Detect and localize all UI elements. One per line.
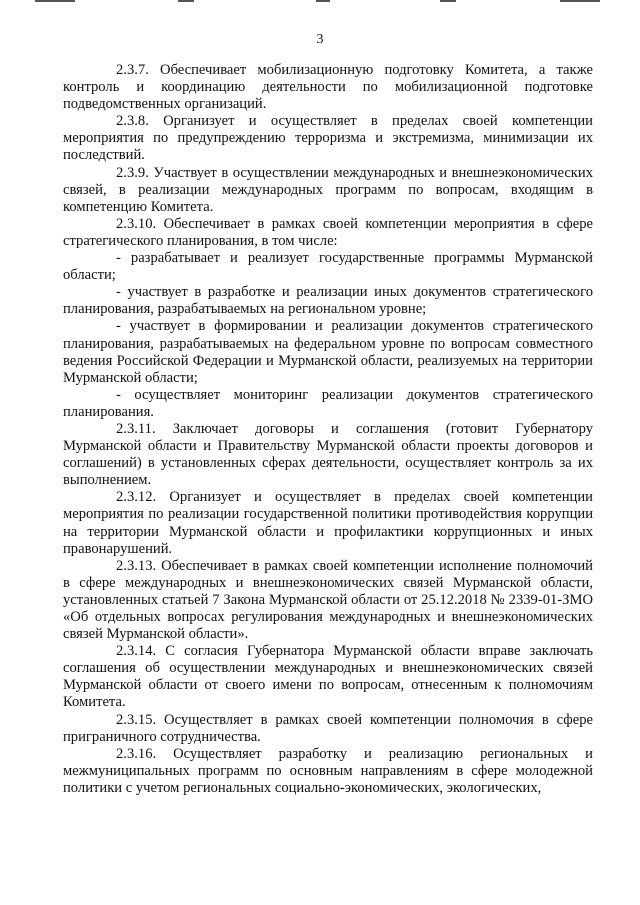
paragraph-2-3-16: 2.3.16. Осуществляет разработку и реализацию региональных и межмуниципальных программ по основным направлениям в сфере молодежной политики с учетом региональных социально-экономических, экологических, — [63, 745, 593, 796]
document-body — [63, 62, 593, 797]
paragraph-2-3-11: 2.3.11. Заключает договоры и соглашения (готовит Губернатору Мурманской области и Правительству Мурманской области проекты договоров и соглашений) в установленных сферах деятельности, осуществляет контроль за их выполнением. — [63, 420, 593, 489]
paragraph-2-3-7: 2.3.7. Обеспечивает мобилизационную подготовку Комитета, а также контроль и координацию деятельности по мобилизационной подготовке подведомственных организаций. — [63, 62, 593, 113]
paragraph-2-3-10: 2.3.10. Обеспечивает в рамках своей компетенции мероприятия в сфере стратегического планирования, в том числе: — [63, 215, 593, 249]
paragraph-2-3-15: 2.3.15. Осуществляет в рамках своей компетенции полномочия в сфере приграничного сотрудничества. — [63, 711, 593, 745]
list-item-regional-documents: - участвует в разработке и реализации иных документов стратегического планирования, разрабатываемых на региональном уровне; — [63, 284, 593, 318]
list-item-monitoring: - осуществляет мониторинг реализации документов стратегического планирования. — [63, 386, 593, 420]
paragraph-2-3-8: 2.3.8. Организует и осуществляет в пределах своей компетенции мероприятия по предупреждению терроризма и экстремизма, минимизации их последствий. — [63, 113, 593, 164]
scan-edge-marks — [0, 0, 640, 8]
list-item-federal-documents: - участвует в формировании и реализации документов стратегического планирования, разрабатываемых на федеральном уровне по вопросам совместного ведения Российской Федерации и Мурманской области, реализуемых на территории Мурманской области; — [63, 318, 593, 386]
page-number: 3 — [316, 32, 324, 47]
paragraph-2-3-13: 2.3.13. Обеспечивает в рамках своей компетенции исполнение полномочий в сфере международных и внешнеэкономических связей Мурманской области, установленных статьей 7 Закона Мурманской области от 25.12.2018 № 2339-01-ЗМО «Об отдельных вопросах регулирования международных и внешнеэкономических связей Мурманской области». — [63, 557, 593, 643]
list-item-state-programs: - разрабатывает и реализует государственные программы Мурманской области; — [63, 250, 593, 284]
paragraph-2-3-12: 2.3.12. Организует и осуществляет в пределах своей компетенции мероприятия по реализации государственной политики противодействия коррупции на территории Мурманской области и профилактики коррупционных и иных правонарушений. — [63, 489, 593, 557]
paragraph-2-3-9: 2.3.9. Участвует в осуществлении международных и внешнеэкономических связей, в реализации международных программ по вопросам, входящим в компетенцию Комитета. — [63, 164, 593, 215]
paragraph-2-3-14: 2.3.14. С согласия Губернатора Мурманской области вправе заключать соглашения об осуществлении международных и внешнеэкономических связей Мурманской области от своего имени по вопросам, отнесенным к полномочиям Комитета. — [63, 643, 593, 711]
